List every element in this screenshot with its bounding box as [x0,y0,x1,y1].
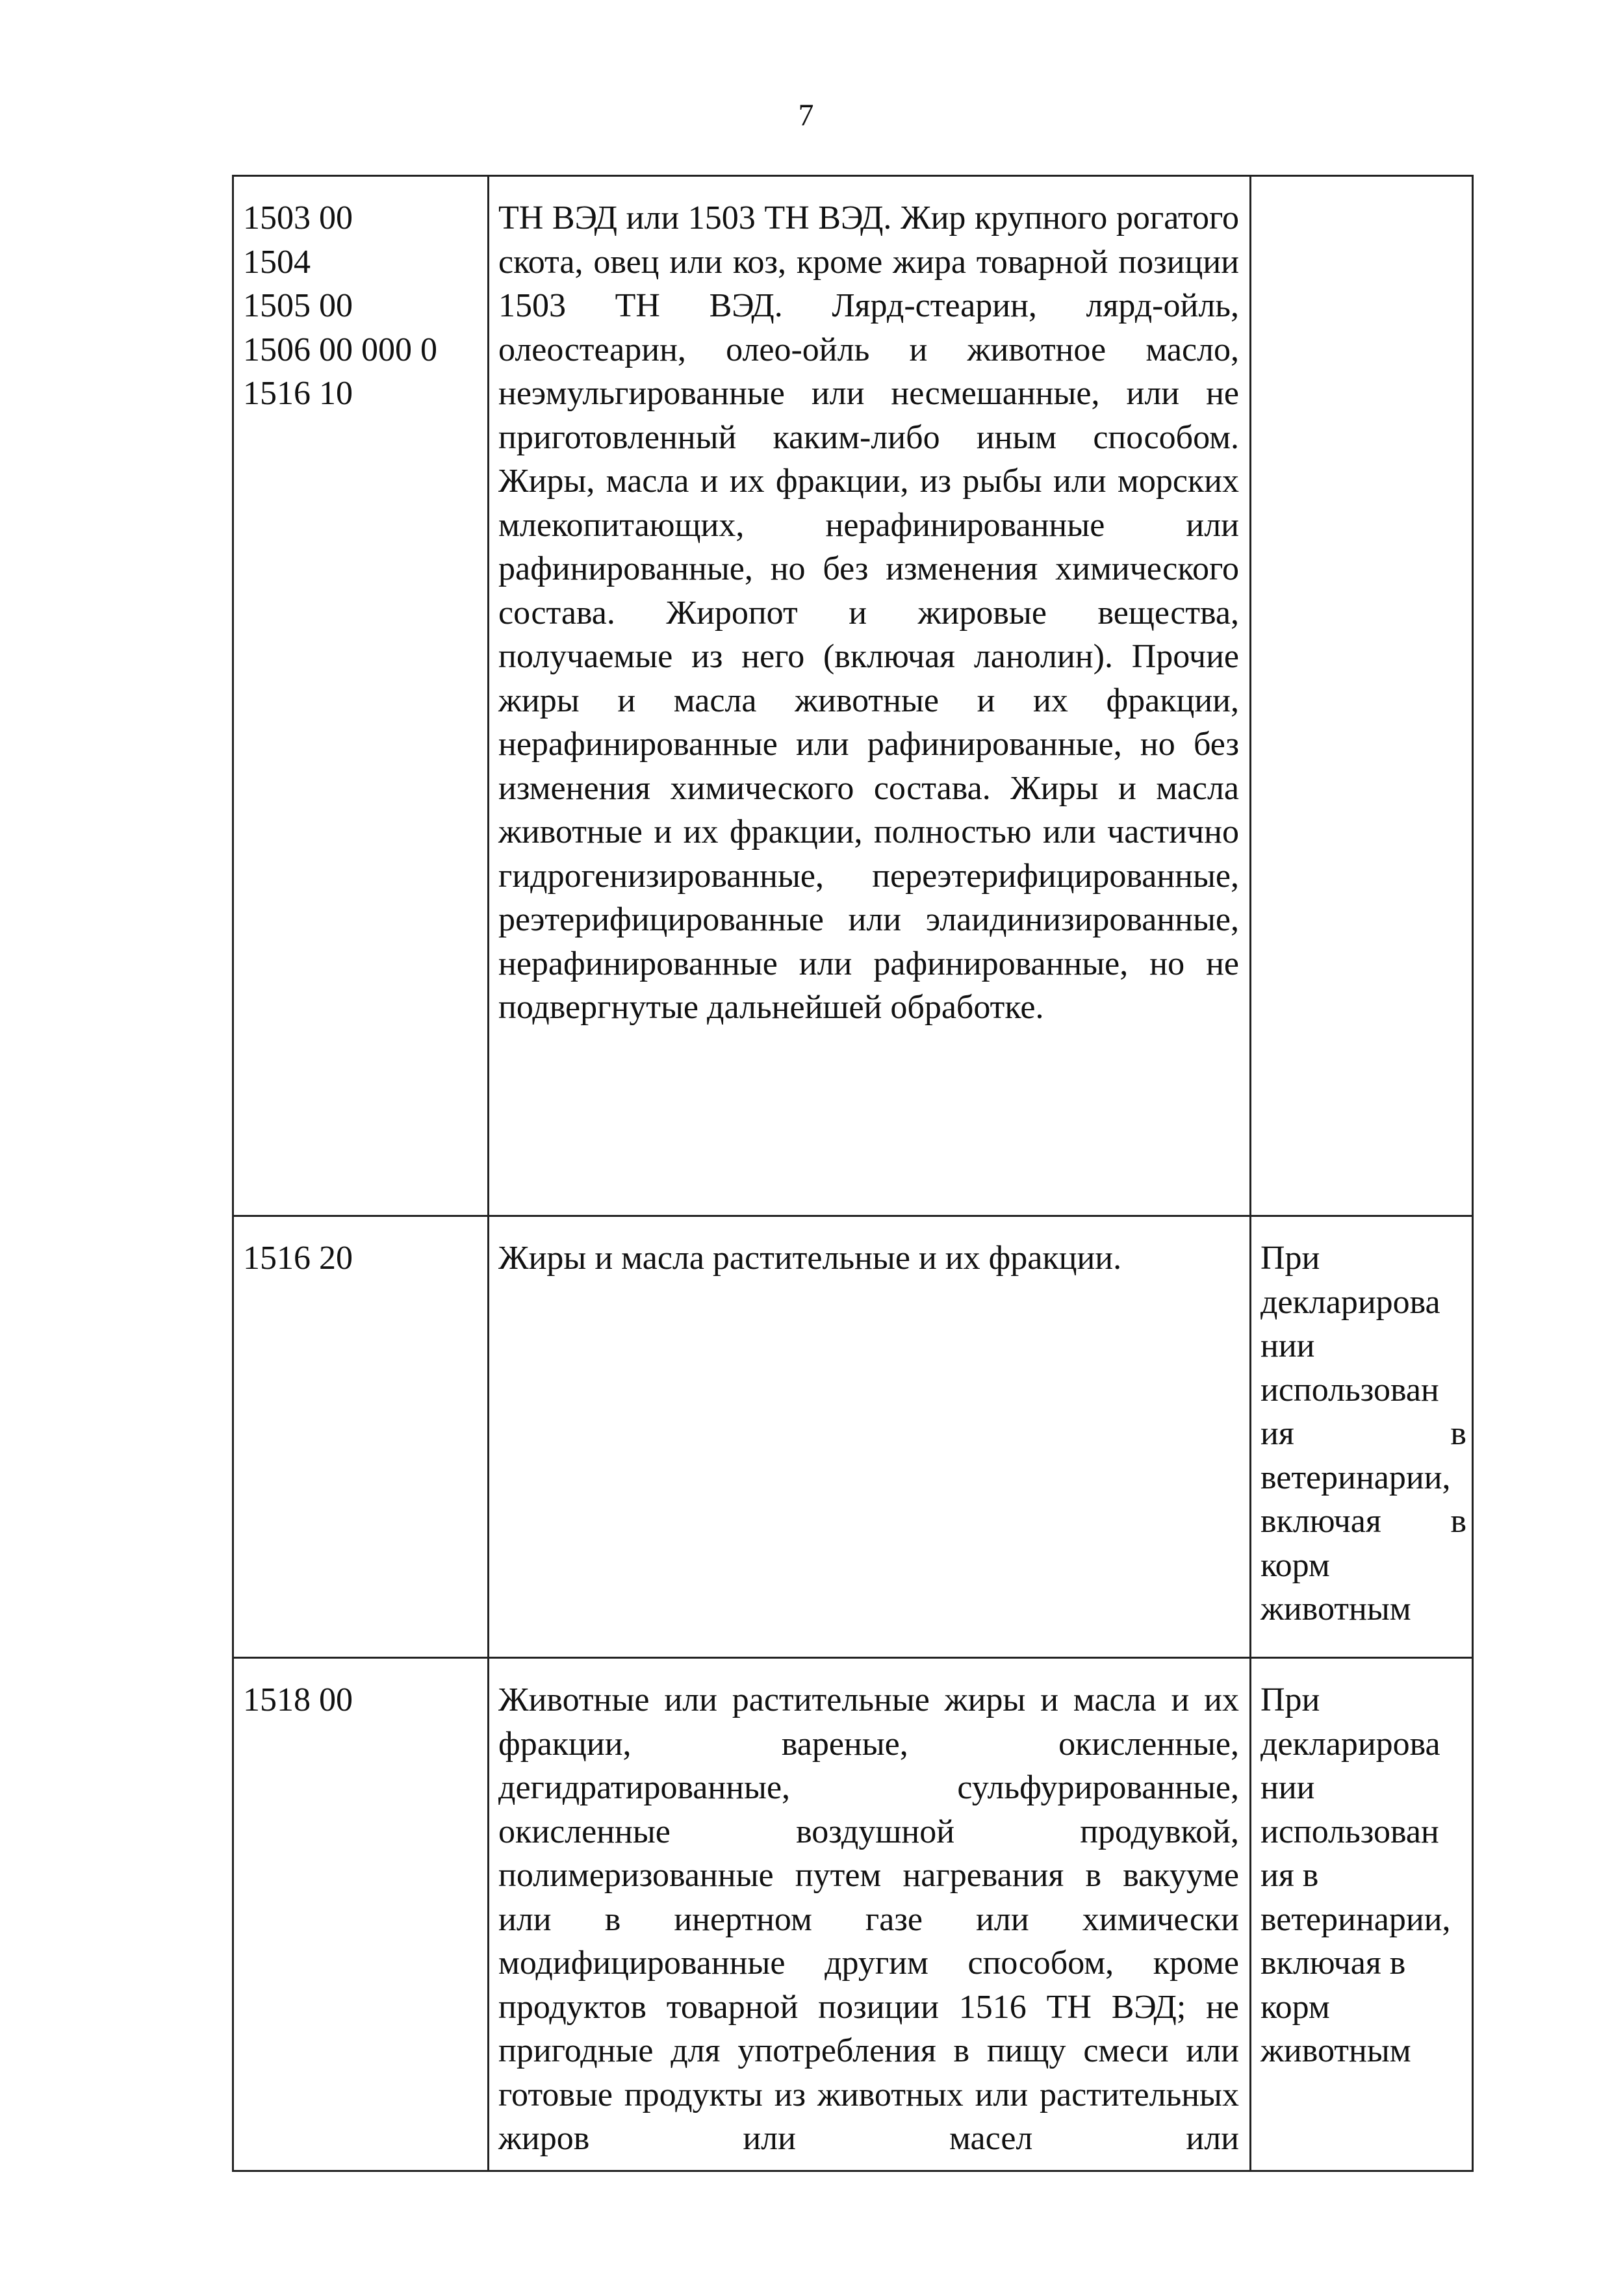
note-line: животным [1260,2032,1411,2069]
table-row [233,176,1473,1216]
note-line: включая в [1260,1945,1406,1982]
note-line: ия в [1260,1415,1466,1452]
goods-description: ТН ВЭД или 1503 ТН ВЭД. Жир крупного рогатого скота, овец или коз, кроме жира товарной позиции 1503 ТН ВЭД. Лярд-стеарин, лярд-ойль, олеостеарин, олео-ойль и животное масло, неэмульгированные или несмешанные, или не приготовленный каким-либо иным способом. Жиры, масла и их фракции, из рыбы или морских млекопитающих, нерафинированные или рафинированные, но без изменения химического состава. Жиропот и жировые вещества, получаемые из него (включая ланолин). Прочие жиры и масла животные и их фракции, нерафинированные или рафинированные, но без изменения химического состава. Жиры и масла животные и их фракции, полностью или частично гидрогенизированные, переэтерифицированные, реэтерифицированные или элаидинизированные, нерафинированные или рафинированные, но не подвергнутые дальнейшей обработке. [498,199,1239,1026]
goods-description: Животные или растительные жиры и масла и их фракции, вареные, окисленные, дегидратированные, сульфурированные, окисленные воздушной продувкой, полимеризованные путем нагревания в вакууме или в инертном газе или химически модифицированные другим способом, кроме продуктов товарной позиции 1516 ТН ВЭД; не пригодные для употребления в пищу смеси или готовые продукты из животных или растительных жиров или масел или [498,1681,1239,2157]
tnved-code: 1518 00 [243,1681,353,1718]
note-line: включая в [1260,1503,1466,1540]
tnved-code: 1506 00 000 0 [243,331,437,368]
note-line: использован [1260,1371,1439,1409]
page-number: 7 [798,98,814,133]
table-row [233,1216,1473,1658]
tnved-code: 1503 00 [243,199,353,236]
goods-description: Жиры и масла растительные и их фракции. [498,1240,1122,1277]
table-row [233,1658,1473,2171]
code-cell [233,1658,489,2171]
usage-note [1251,1217,1472,1640]
tnved-code: 1516 20 [243,1240,353,1277]
tnved-code: 1505 00 [243,287,353,324]
tnved-code: 1516 10 [243,375,353,412]
note-line: декларирова [1260,1283,1440,1321]
note-cell [1251,1216,1473,1658]
note-line: ия в [1260,1857,1319,1894]
usage-note [1251,1659,1472,2082]
code-cell [233,1216,489,1658]
description-cell [489,1216,1251,1658]
description-cell [489,1658,1251,2171]
note-line: животным [1260,1590,1411,1627]
note-line: декларирова [1260,1725,1440,1763]
note-line: ветеринарии, [1260,1459,1451,1496]
tnved-codes-table [232,175,1474,2172]
note-line: корм [1260,1546,1330,1584]
description-cell [489,176,1251,1216]
note-line: использован [1260,1813,1439,1850]
tnved-code: 1504 [243,243,311,281]
note-line: нии [1260,1327,1315,1364]
note-line: При [1260,1681,1320,1718]
note-line: При [1260,1240,1320,1277]
note-line: корм [1260,1988,1330,2026]
code-cell [233,176,489,1216]
note-cell [1251,1658,1473,2171]
note-line: ветеринарии, [1260,1900,1451,1938]
note-cell [1251,176,1473,1216]
note-line: нии [1260,1769,1315,1806]
